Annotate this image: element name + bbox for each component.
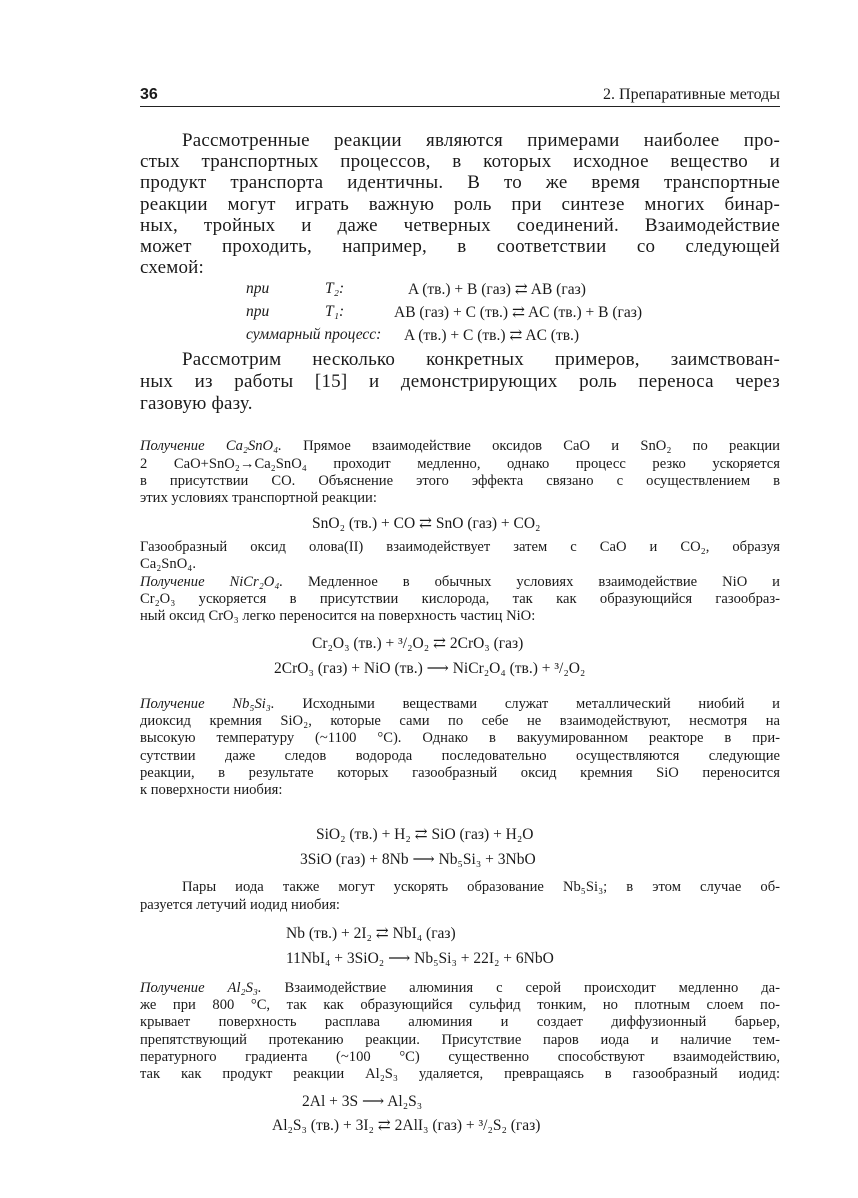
equation: 11NbI₄ + 3SiO₂ ⟶ Nb₅Si₃ + 22I₂ + 6NbO [286, 950, 554, 967]
equation: SnO₂ (тв.) + CO ⇄ SnO (газ) + CO₂ [312, 515, 541, 532]
equation: 2CrO₃ (газ) + NiO (тв.) ⟶ NiCr₂O₄ (тв.) + ³/₂O₂ [274, 660, 586, 677]
text-line: крывает поверхность расплава алюминия и создает диффузионный барьер, [140, 1014, 780, 1030]
text-line: же при 800 °C, так как образующийся сульфид тонким, но плотным слоем по- [140, 997, 780, 1013]
text-line [140, 696, 780, 713]
text-line: этих условиях транспортной реакции: [140, 490, 377, 506]
text-line: Рассмотрим несколько конкретных примеров, заимствован- [182, 349, 780, 370]
text-line: разуется летучий иодид ниобия: [140, 897, 340, 913]
section-title: Получение Al₂S₃. [140, 980, 262, 996]
text-line: к поверхности ниобия: [140, 782, 283, 798]
scheme-condition: суммарный процесс: [246, 326, 382, 343]
text-span: Медленное в обычных условиях взаимодействие NiO и [308, 574, 780, 590]
chapter-title: 2. Препаративные методы [603, 86, 780, 103]
text-line [140, 438, 780, 455]
text-line [140, 980, 780, 997]
text-line: Рассмотренные реакции являются примерами наиболее про- [182, 130, 780, 151]
text-span: Исходными веществами служат металлический ниобий и [302, 696, 780, 712]
running-header [140, 84, 780, 107]
equation: 2Al + 3S ⟶ Al₂S₃ [302, 1093, 423, 1110]
text-line: диоксид кремния SiO₂, которые сами по себе не взаимодействуют, несмотря на [140, 713, 780, 729]
scheme-condition: при [246, 303, 270, 320]
text-line: схемой: [140, 257, 205, 278]
text-line: ных из работы [15] и демонстрирующих роль переноса через [140, 371, 780, 392]
text-line: ных, тройных и даже четверных соединений. Взаимодействие [140, 215, 780, 236]
text-line: пературного градиента (~100 °C) существенно способствуют взаимодействию, [140, 1049, 780, 1065]
text-line: ный оксид CrO₃ легко переносится на поверхность частиц NiO: [140, 608, 536, 624]
text-line: так как продукт реакции Al₂S₃ удаляется, превращаясь в газообразный иодид: [140, 1066, 780, 1082]
text-line: продукт транспорта идентичны. В то же время транспортные [140, 172, 780, 193]
text-line: 2 CaO+SnO₂→Ca₂SnO₄ проходит медленно, однако процесс резко ускоряется [140, 456, 780, 472]
text-line: реакции могут играть важную роль при синтезе многих бинар- [140, 194, 780, 215]
text-line: Cr₂O₃ ускоряется в присутствии кислорода, так как образующийся газообраз- [140, 591, 780, 607]
text-span: Прямое взаимодействие оксидов CaO и SnO₂ по реакции [303, 438, 780, 454]
scheme-temperature: T₁: [325, 303, 345, 320]
text-line: высокую температуру (~1100 °C). Однако в вакуумированном реакторе в при- [140, 730, 780, 746]
text-line: Ca₂SnO₄. [140, 556, 196, 572]
equation: A (тв.) + C (тв.) ⇄ AC (тв.) [404, 327, 580, 344]
section-title: Получение NiCr₂O₄. [140, 574, 284, 590]
equation: 3SiO (газ) + 8Nb ⟶ Nb₅Si₃ + 3NbO [300, 851, 536, 868]
text-line: в присутствии CO. Объяснение этого эффекта связано с осуществлением в [140, 473, 780, 489]
page-number: 36 [140, 86, 158, 103]
section-title: Получение Nb₅Si₃. [140, 696, 275, 712]
section-title: Получение Ca₂SnO₄. [140, 438, 282, 454]
equation: Cr₂O₃ (тв.) + ³/₂O₂ ⇄ 2CrO₃ (газ) [312, 635, 524, 652]
equation: Nb (тв.) + 2I₂ ⇄ NbI₄ (газ) [286, 925, 456, 942]
text-line: сутствии даже следов водорода последовательно осуществляются следующие [140, 748, 780, 764]
scheme-condition: при [246, 280, 270, 297]
text-line: может проходить, например, в соответствии со следующей [140, 236, 780, 257]
text-line: стых транспортных процессов, в которых исходное вещество и [140, 151, 780, 172]
text-line: препятствующий протеканию реакции. Присутствие паров иода и наличие тем- [140, 1032, 780, 1048]
equation: A (тв.) + B (газ) ⇄ AB (газ) [408, 281, 586, 298]
equation: SiO₂ (тв.) + H₂ ⇄ SiO (газ) + H₂O [316, 826, 534, 843]
text-line: газовую фазу. [140, 393, 253, 414]
text-line: реакции, в результате которых газообразный оксид кремния SiO переносится [140, 765, 780, 781]
scheme-temperature: T₂: [325, 280, 345, 297]
text-line: Пары иода также могут ускорять образование Nb₅Si₃; в этом случае об- [182, 879, 780, 895]
equation: Al₂S₃ (тв.) + 3I₂ ⇄ 2AlI₃ (газ) + ³/₂S₂ (газ) [272, 1117, 541, 1134]
text-line [140, 574, 780, 591]
text-span: Взаимодействие алюминия с серой происходит медленно да- [284, 980, 780, 996]
equation: AB (газ) + C (тв.) ⇄ AC (тв.) + B (газ) [394, 304, 643, 321]
text-line: Газообразный оксид олова(II) взаимодействует затем с CaO и CO₂, образуя [140, 539, 780, 555]
